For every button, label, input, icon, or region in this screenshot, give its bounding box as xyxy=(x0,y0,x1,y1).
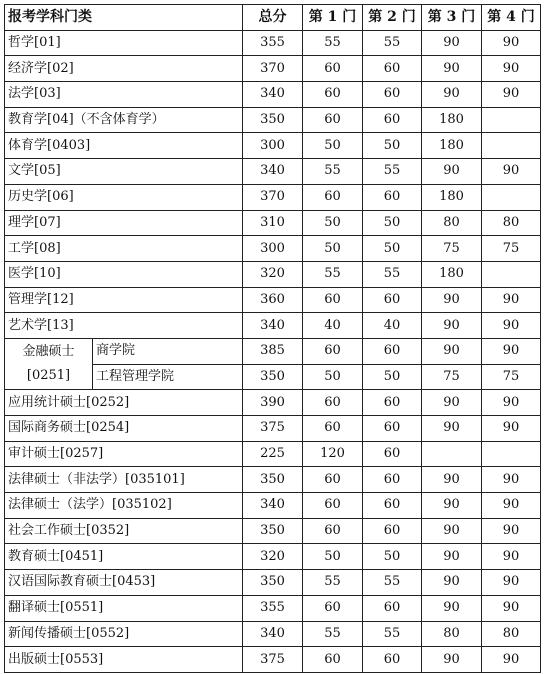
header-course-3: 第 3 门 xyxy=(422,5,482,31)
course-4-score-cell xyxy=(482,184,541,210)
course-1-score-cell: 50 xyxy=(303,236,363,262)
table-row xyxy=(5,107,541,133)
total-score-cell: 375 xyxy=(243,416,303,442)
subject-name-cell: 汉语国际教育硕士[0453] xyxy=(5,570,243,596)
table-row xyxy=(5,390,541,416)
table-row xyxy=(5,159,541,185)
table-row xyxy=(5,261,541,287)
header-course-4: 第 4 门 xyxy=(482,5,541,31)
course-3-score-cell: 75 xyxy=(422,236,482,262)
course-2-score-cell: 50 xyxy=(363,544,422,570)
table-row xyxy=(5,56,541,82)
course-3-score-cell: 90 xyxy=(422,570,482,596)
course-3-score-cell: 90 xyxy=(422,287,482,313)
school-name-cell: 工程管理学院 xyxy=(93,364,243,390)
course-4-score-cell: 75 xyxy=(482,236,541,262)
subject-name-cell: 管理学[12] xyxy=(5,287,243,313)
subject-name-cell: 艺术学[13] xyxy=(5,313,243,339)
course-4-score-cell: 75 xyxy=(482,364,541,390)
course-4-score-cell: 90 xyxy=(482,544,541,570)
subject-name-cell: 社会工作硕士[0352] xyxy=(5,518,243,544)
course-3-score-cell: 180 xyxy=(422,133,482,159)
course-2-score-cell: 40 xyxy=(363,313,422,339)
total-score-cell: 360 xyxy=(243,287,303,313)
subject-name-cell: 文学[05] xyxy=(5,159,243,185)
total-score-cell: 300 xyxy=(243,236,303,262)
table-row xyxy=(5,236,541,262)
course-4-score-cell: 90 xyxy=(482,493,541,519)
course-4-score-cell xyxy=(482,441,541,467)
course-2-score-cell: 50 xyxy=(363,236,422,262)
course-2-score-cell: 55 xyxy=(363,570,422,596)
subject-name-cell: 新闻传播硕士[0552] xyxy=(5,621,243,647)
total-score-cell: 340 xyxy=(243,313,303,339)
course-3-score-cell: 180 xyxy=(422,261,482,287)
course-4-score-cell: 90 xyxy=(482,467,541,493)
course-4-score-cell: 90 xyxy=(482,416,541,442)
course-4-score-cell xyxy=(482,107,541,133)
course-1-score-cell: 55 xyxy=(303,261,363,287)
course-3-score-cell: 80 xyxy=(422,621,482,647)
course-4-score-cell: 90 xyxy=(482,313,541,339)
school-name-cell: 商学院 xyxy=(93,338,243,364)
total-score-cell: 350 xyxy=(243,570,303,596)
course-4-score-cell: 90 xyxy=(482,159,541,185)
total-score-cell: 300 xyxy=(243,133,303,159)
course-3-score-cell: 180 xyxy=(422,184,482,210)
course-4-score-cell xyxy=(482,261,541,287)
subject-name-cell: 历史学[06] xyxy=(5,184,243,210)
course-4-score-cell: 80 xyxy=(482,621,541,647)
total-score-cell: 375 xyxy=(243,647,303,673)
table-row xyxy=(5,30,541,56)
finance-master-name: 金融硕士 xyxy=(22,344,75,360)
total-score-cell: 355 xyxy=(243,30,303,56)
subject-name-cell: 法律硕士（法学）[035102] xyxy=(5,493,243,519)
subject-name-cell: 哲学[01] xyxy=(5,30,243,56)
course-3-score-cell: 90 xyxy=(422,416,482,442)
course-1-score-cell: 60 xyxy=(303,287,363,313)
course-1-score-cell: 50 xyxy=(303,544,363,570)
subject-name-cell: 经济学[02] xyxy=(5,56,243,82)
course-2-score-cell: 60 xyxy=(363,518,422,544)
course-2-score-cell: 60 xyxy=(363,82,422,108)
table-row xyxy=(5,595,541,621)
course-1-score-cell: 60 xyxy=(303,518,363,544)
course-4-score-cell: 90 xyxy=(482,338,541,364)
course-1-score-cell: 60 xyxy=(303,390,363,416)
table-row xyxy=(5,647,541,673)
course-4-score-cell: 90 xyxy=(482,56,541,82)
total-score-cell: 320 xyxy=(243,261,303,287)
course-2-score-cell: 60 xyxy=(363,416,422,442)
total-score-cell: 370 xyxy=(243,56,303,82)
total-score-cell: 350 xyxy=(243,364,303,390)
table-row xyxy=(5,493,541,519)
course-4-score-cell: 90 xyxy=(482,647,541,673)
course-2-score-cell: 60 xyxy=(363,390,422,416)
total-score-cell: 340 xyxy=(243,159,303,185)
course-1-score-cell: 60 xyxy=(303,416,363,442)
course-2-score-cell: 50 xyxy=(363,364,422,390)
course-3-score-cell: 90 xyxy=(422,338,482,364)
course-1-score-cell: 60 xyxy=(303,595,363,621)
table-row xyxy=(5,338,541,364)
course-2-score-cell: 55 xyxy=(363,261,422,287)
course-1-score-cell: 60 xyxy=(303,107,363,133)
course-3-score-cell: 90 xyxy=(422,313,482,339)
total-score-cell: 340 xyxy=(243,621,303,647)
table-row xyxy=(5,441,541,467)
subject-name-cell: 法学[03] xyxy=(5,82,243,108)
total-score-cell: 320 xyxy=(243,544,303,570)
finance-master-name-cell xyxy=(5,338,93,389)
course-1-score-cell: 55 xyxy=(303,30,363,56)
course-2-score-cell: 60 xyxy=(363,647,422,673)
course-2-score-cell: 60 xyxy=(363,493,422,519)
table-row xyxy=(5,467,541,493)
course-4-score-cell: 90 xyxy=(482,30,541,56)
course-3-score-cell: 90 xyxy=(422,518,482,544)
table-row xyxy=(5,518,541,544)
course-1-score-cell: 55 xyxy=(303,570,363,596)
course-1-score-cell: 55 xyxy=(303,159,363,185)
total-score-cell: 225 xyxy=(243,441,303,467)
subject-name-cell: 理学[07] xyxy=(5,210,243,236)
subject-name-cell: 审计硕士[0257] xyxy=(5,441,243,467)
header-course-2: 第 2 门 xyxy=(363,5,422,31)
course-1-score-cell: 60 xyxy=(303,184,363,210)
course-2-score-cell: 60 xyxy=(363,287,422,313)
course-4-score-cell: 90 xyxy=(482,570,541,596)
course-3-score-cell: 90 xyxy=(422,595,482,621)
subject-name-cell: 体育学[0403] xyxy=(5,133,243,159)
course-2-score-cell: 60 xyxy=(363,184,422,210)
course-4-score-cell: 90 xyxy=(482,287,541,313)
course-3-score-cell: 90 xyxy=(422,647,482,673)
course-1-score-cell: 55 xyxy=(303,621,363,647)
course-2-score-cell: 60 xyxy=(363,595,422,621)
course-2-score-cell: 60 xyxy=(363,338,422,364)
course-1-score-cell: 60 xyxy=(303,647,363,673)
course-1-score-cell: 50 xyxy=(303,364,363,390)
table-row xyxy=(5,570,541,596)
course-2-score-cell: 55 xyxy=(363,30,422,56)
course-4-score-cell: 90 xyxy=(482,390,541,416)
table-row xyxy=(5,287,541,313)
score-table-container xyxy=(4,4,541,673)
course-3-score-cell: 75 xyxy=(422,364,482,390)
total-score-cell: 355 xyxy=(243,595,303,621)
table-row xyxy=(5,416,541,442)
course-2-score-cell: 60 xyxy=(363,107,422,133)
subject-name-cell: 国际商务硕士[0254] xyxy=(5,416,243,442)
total-score-cell: 350 xyxy=(243,518,303,544)
course-1-score-cell: 60 xyxy=(303,338,363,364)
course-2-score-cell: 50 xyxy=(363,210,422,236)
total-score-cell: 370 xyxy=(243,184,303,210)
subject-name-cell: 医学[10] xyxy=(5,261,243,287)
course-3-score-cell: 90 xyxy=(422,544,482,570)
table-row xyxy=(5,313,541,339)
course-3-score-cell: 90 xyxy=(422,30,482,56)
total-score-cell: 350 xyxy=(243,107,303,133)
course-4-score-cell: 90 xyxy=(482,595,541,621)
course-2-score-cell: 60 xyxy=(363,56,422,82)
course-2-score-cell: 60 xyxy=(363,467,422,493)
course-4-score-cell: 80 xyxy=(482,210,541,236)
course-1-score-cell: 60 xyxy=(303,56,363,82)
total-score-cell: 350 xyxy=(243,467,303,493)
total-score-cell: 390 xyxy=(243,390,303,416)
table-row xyxy=(5,82,541,108)
course-3-score-cell: 90 xyxy=(422,390,482,416)
total-score-cell: 385 xyxy=(243,338,303,364)
course-1-score-cell: 40 xyxy=(303,313,363,339)
header-course-1: 第 1 门 xyxy=(303,5,363,31)
course-3-score-cell: 90 xyxy=(422,467,482,493)
course-4-score-cell xyxy=(482,133,541,159)
course-2-score-cell: 55 xyxy=(363,621,422,647)
course-3-score-cell: 80 xyxy=(422,210,482,236)
total-score-cell: 340 xyxy=(243,493,303,519)
course-1-score-cell: 60 xyxy=(303,493,363,519)
table-row xyxy=(5,133,541,159)
course-2-score-cell: 60 xyxy=(363,441,422,467)
course-3-score-cell: 90 xyxy=(422,159,482,185)
subject-name-cell: 教育学[04]（不含体育学） xyxy=(5,107,243,133)
course-1-score-cell: 50 xyxy=(303,133,363,159)
course-3-score-cell: 90 xyxy=(422,493,482,519)
course-1-score-cell: 60 xyxy=(303,467,363,493)
course-4-score-cell: 90 xyxy=(482,82,541,108)
course-1-score-cell: 60 xyxy=(303,82,363,108)
total-score-cell: 340 xyxy=(243,82,303,108)
header-row xyxy=(5,5,541,31)
finance-master-code: [0251] xyxy=(26,368,71,384)
table-row xyxy=(5,621,541,647)
total-score-cell: 310 xyxy=(243,210,303,236)
subject-name-cell: 翻译硕士[0551] xyxy=(5,595,243,621)
course-2-score-cell: 50 xyxy=(363,133,422,159)
course-3-score-cell: 90 xyxy=(422,82,482,108)
course-2-score-cell: 55 xyxy=(363,159,422,185)
table-row xyxy=(5,544,541,570)
course-4-score-cell: 90 xyxy=(482,518,541,544)
score-table xyxy=(4,4,541,673)
subject-name-cell: 出版硕士[0553] xyxy=(5,647,243,673)
course-1-score-cell: 50 xyxy=(303,210,363,236)
course-3-score-cell xyxy=(422,441,482,467)
course-1-score-cell: 120 xyxy=(303,441,363,467)
subject-name-cell: 应用统计硕士[0252] xyxy=(5,390,243,416)
header-total: 总分 xyxy=(243,5,303,31)
table-row xyxy=(5,210,541,236)
table-row xyxy=(5,184,541,210)
course-3-score-cell: 90 xyxy=(422,56,482,82)
header-subject: 报考学科门类 xyxy=(5,5,243,31)
subject-name-cell: 法律硕士（非法学）[035101] xyxy=(5,467,243,493)
course-3-score-cell: 180 xyxy=(422,107,482,133)
subject-name-cell: 工学[08] xyxy=(5,236,243,262)
subject-name-cell: 教育硕士[0451] xyxy=(5,544,243,570)
